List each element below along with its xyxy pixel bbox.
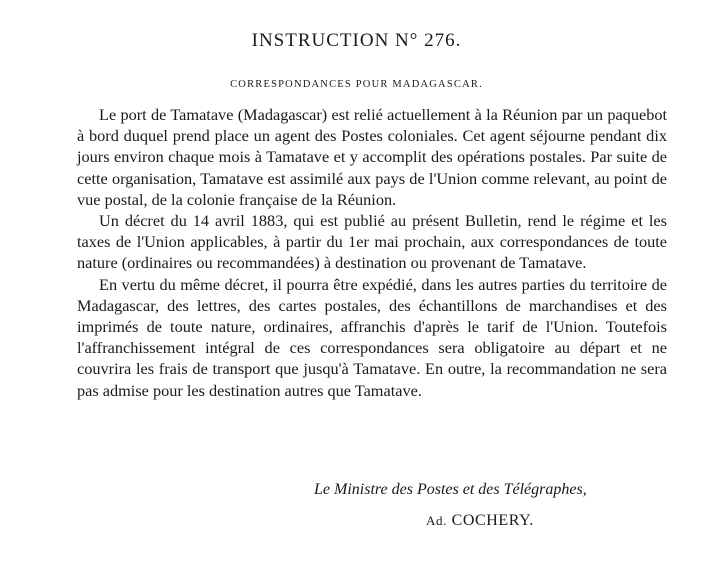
instruction-title: INSTRUCTION N° 276.	[251, 30, 462, 51]
section-subtitle: CORRESPONDANCES POUR MADAGASCAR.	[230, 79, 483, 90]
paragraph-3: En vertu du même décret, il pourra être expédié, dans les autres parties du territoire de Madagascar, des lettres, des cartes postales, des échantillons de marchandises et des imprimés de toute nature, ordinaires, affranchis d'après le tarif de l'Union. Toutefois l'affranchissement intégral de ces correspondances sera obligatoire au départ et ne couvrira les frais de transport que jusqu'à Tamatave. En outre, la recommandation ne sera pas admise pour les destination autres que Tamatave.	[77, 274, 667, 400]
signature-title: Le Ministre des Postes et des Télégraphes,	[314, 481, 587, 498]
paragraph-1: Le port de Tamatave (Madagascar) est relié actuellement à la Réunion par un paquebot à bord duquel prend place un agent des Postes coloniales. Cet agent séjourne pendant dix jours environ chaque mois à Tamatave et y accomplit des opérations postales. Par suite de cette organisation, Tamatave est assimilé aux pays de l'Union comme relevant, au point de vue postal, de la colonie française de la Réunion.	[77, 105, 667, 209]
signer	[426, 512, 534, 530]
paragraph-2: Un décret du 14 avril 1883, qui est publié au présent Bulletin, rend le régime et les taxes de l'Union applicables, à partir du 1er mai prochain, aux correspondances de toute nature (ordinaires ou recommandées) à destination ou provenant de Tamatave.	[77, 211, 667, 273]
body-text	[77, 104, 667, 401]
signer-name: COCHERY.	[451, 512, 534, 529]
signer-prefix: Ad.	[426, 513, 447, 528]
